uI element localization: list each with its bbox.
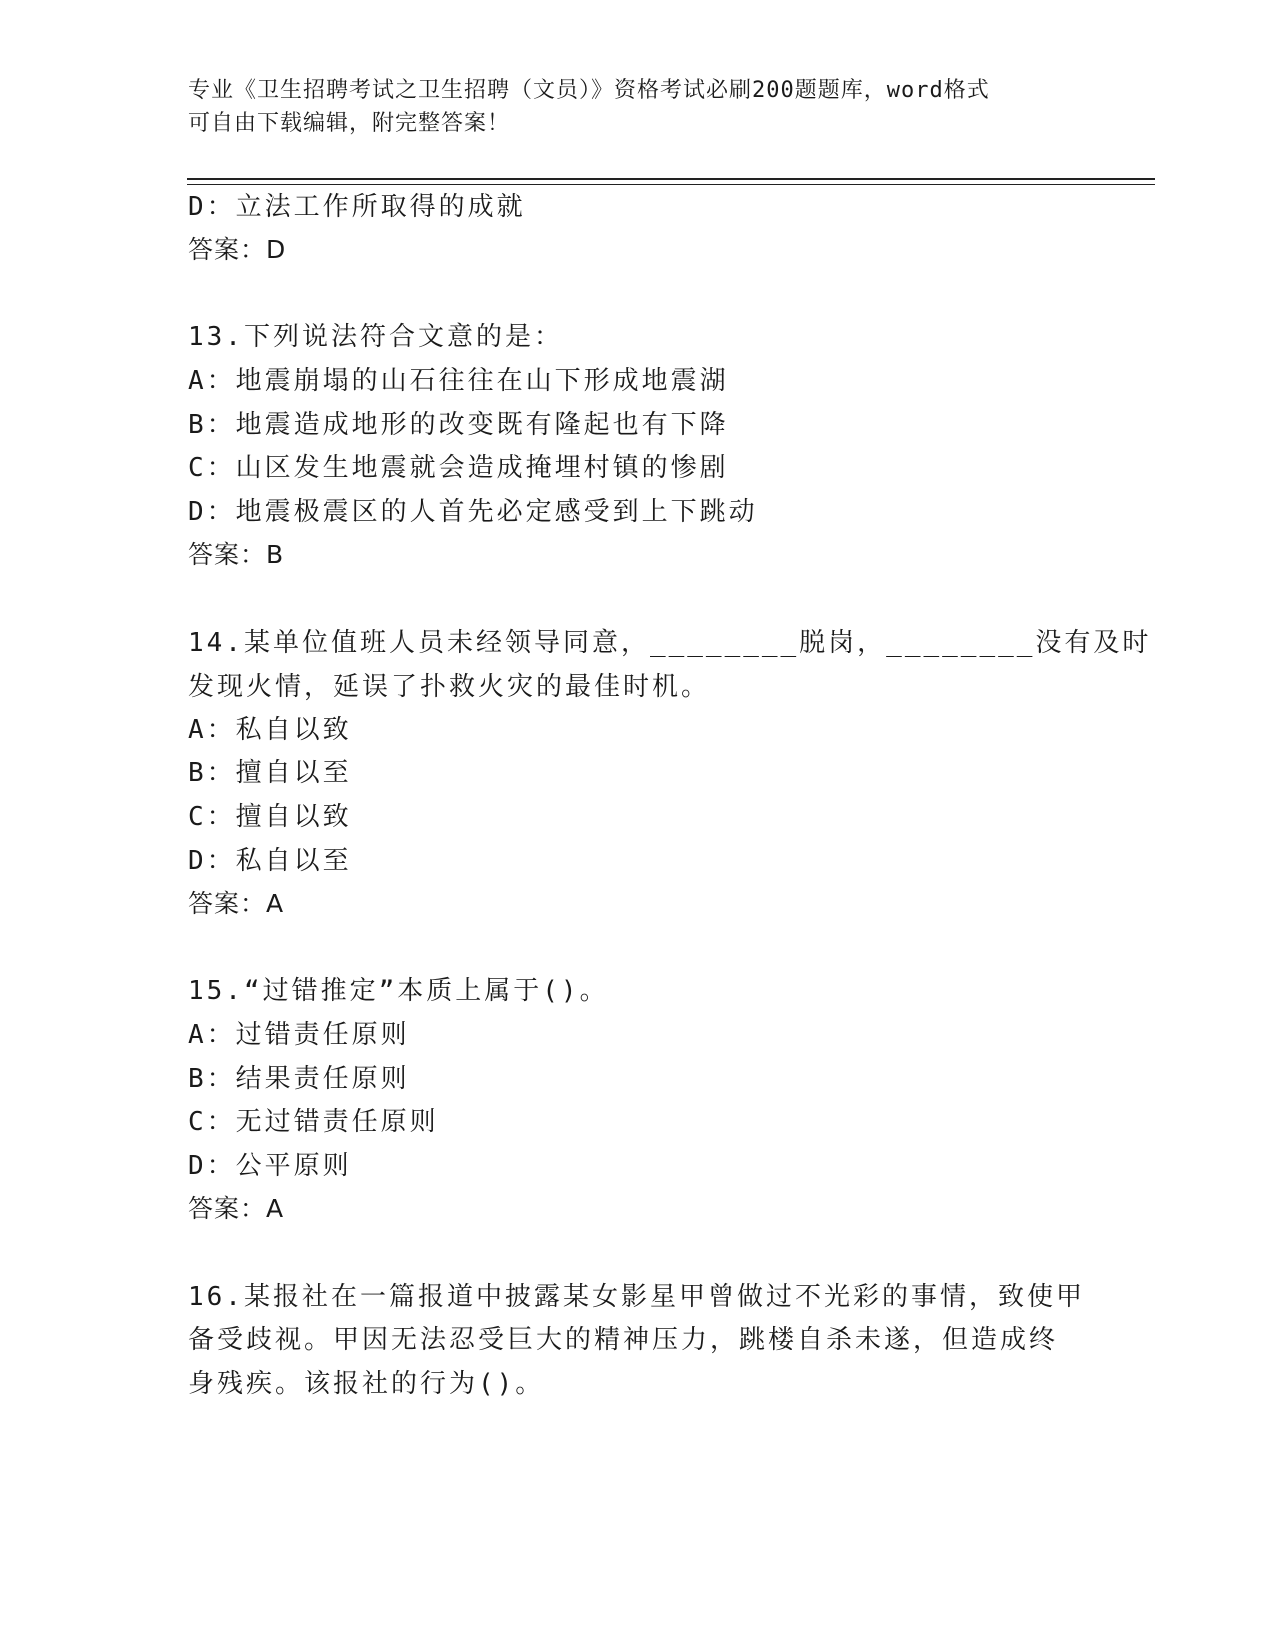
q14-option-c: C：擅自以致: [188, 802, 352, 832]
q14-question-line-1: 14.某单位值班人员未经领导同意，________脱岗，________没有及时: [188, 628, 1152, 658]
q13-option-c: C：山区发生地震就会造成掩埋村镇的惨剧: [188, 453, 729, 483]
q16-question-line-2: 备受歧视。甲因无法忍受巨大的精神压力，跳楼自杀未遂，但造成终: [188, 1325, 1059, 1355]
q14-option-a: A：私自以致: [188, 715, 352, 745]
q13-option-a: A：地震崩塌的山石往往在山下形成地震湖: [188, 366, 729, 396]
q13-answer: 答案：B: [188, 540, 285, 569]
prev-option-d: D：立法工作所取得的成就: [188, 192, 526, 222]
q15-question: 15.“过错推定”本质上属于()。: [188, 976, 609, 1006]
q15-option-b: B：结果责任原则: [188, 1064, 410, 1094]
q15-option-c: C：无过错责任原则: [188, 1107, 439, 1137]
q15-answer: 答案：A: [188, 1194, 285, 1223]
prev-answer: 答案：D: [188, 235, 287, 264]
header-title-line-2: 可自由下载编辑，附完整答案！: [188, 111, 511, 136]
q15-option-a: A：过错责任原则: [188, 1020, 410, 1050]
q13-question: 13.下列说法符合文意的是：: [188, 322, 563, 352]
q16-question-line-1: 16.某报社在一篇报道中披露某女影星甲曾做过不光彩的事情，致使甲: [188, 1282, 1085, 1312]
q13-option-b: B：地震造成地形的改变既有隆起也有下降: [188, 410, 729, 440]
q14-question-line-2: 发现火情，延误了扑救火灾的最佳时机。: [188, 672, 711, 702]
q14-answer: 答案：A: [188, 889, 285, 918]
q16-question-line-3: 身残疾。该报社的行为()。: [188, 1369, 545, 1399]
header-title-line-1: 专业《卫生招聘考试之卫生招聘（文员）》资格考试必刷200题题库，word格式: [188, 78, 990, 103]
q14-option-b: B：擅自以至: [188, 758, 352, 788]
header-divider-thick: [187, 178, 1155, 180]
q14-option-d: D：私自以至: [188, 846, 352, 876]
q13-option-d: D：地震极震区的人首先必定感受到上下跳动: [188, 497, 758, 527]
header-divider-thin: [187, 184, 1155, 185]
document-header: [188, 74, 1088, 140]
q15-option-d: D：公平原则: [188, 1151, 352, 1181]
